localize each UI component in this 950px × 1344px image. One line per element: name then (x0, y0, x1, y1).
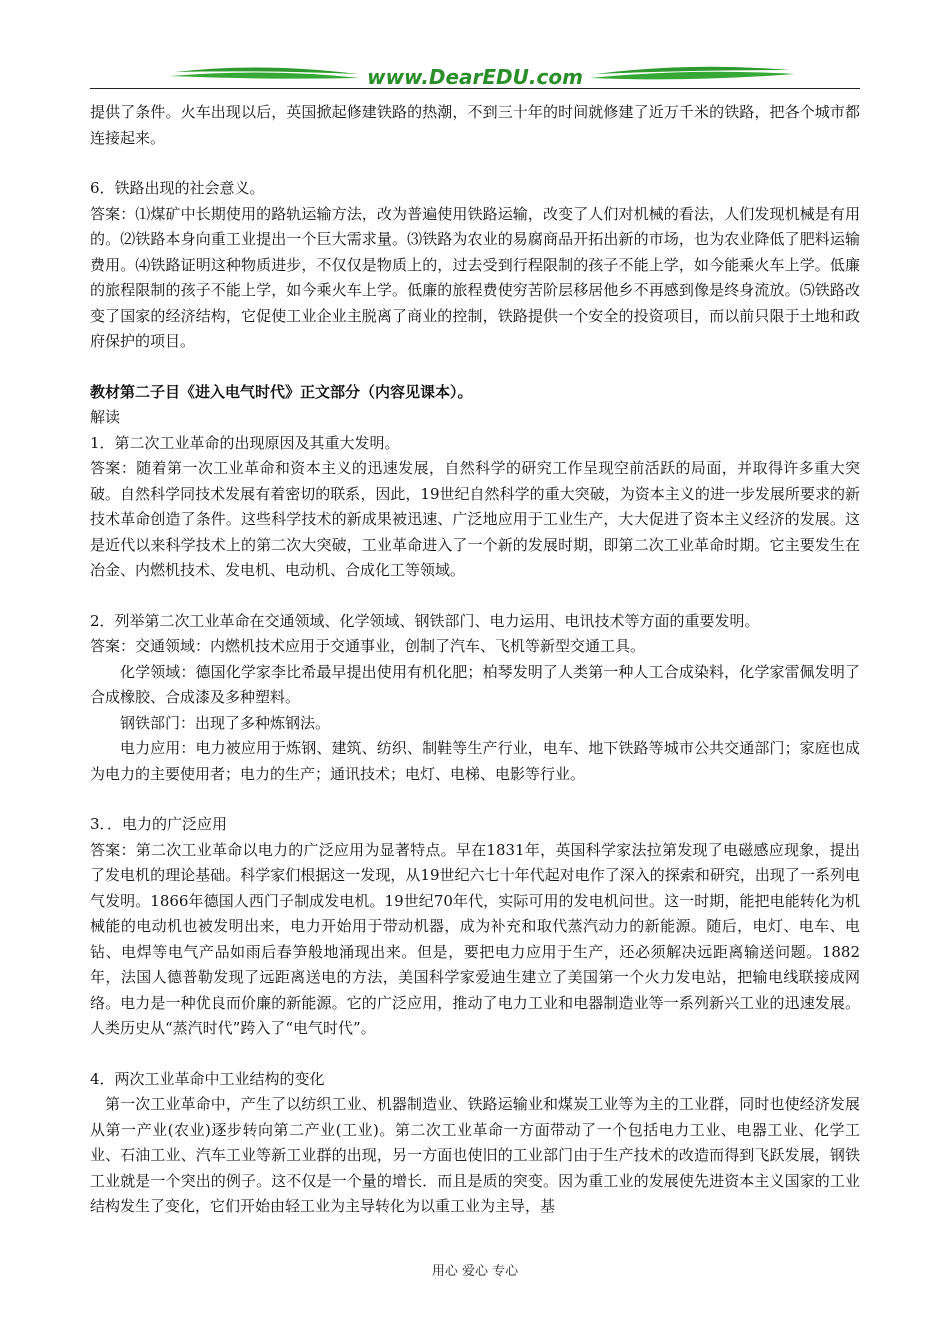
answer-paragraph: 化学领域：德国化学家李比希最早提出使用有机化肥；柏琴发明了人类第一种人工合成染料，化学家雷佩发明了合成橡胶、合成漆及多种塑料。 (90, 662, 860, 706)
header-rule (90, 88, 860, 89)
spacer (90, 1042, 860, 1067)
swoosh-logo-icon (90, 58, 860, 90)
section-heading: 教材第二子目《进入电气时代》正文部分（内容见课本）。 (90, 382, 473, 401)
question-heading: 3．．电力的广泛应用 (90, 815, 228, 833)
answer-paragraph: 电力应用：电力被应用于炼钢、建筑、纺织、制鞋等生产行业，电车、地下铁路等城市公共交通部门；家庭也成为电力的主要使用者；电力的生产；通讯技术；电灯、电梯、电影等行业。 (90, 739, 860, 783)
answer-paragraph: 答案：⑴煤矿中长期使用的路轨运输方法，改为普遍使用铁路运输，改变了人们对机械的看法，人们发现机械是有用的。⑵铁路本身向重工业提出一个巨大需求量。⑶铁路为农业的易腐商品开拓出新的市场，也为农业降低了肥料运输费用。⑷铁路证明这种物质进步，不仅仅是物质上的，过去受到行程限制的孩子不能上学，如今能乘火车上学。低廉的旅程限制的孩子不能上学，如今乘火车上学。低廉的旅程费使穷苦阶层移居他乡不再感到像是终身流放。⑸铁路改变了国家的经济结构，它促使工业企业主脱离了商业的控制，铁路提供一个安全的投资项目，而以前只限于土地和政府保护的项目。 (90, 204, 860, 350)
question-heading: 1．第二次工业革命的出现原因及其重大发明。 (90, 433, 400, 452)
answer-paragraph: 第一次工业革命中，产生了以纺织工业、机器制造业、铁路运输业和煤炭工业等为主的工业群，同时也使经济发展从第一产业(农业)逐步转向第二产业(工业)。第二次工业革命一方面带动了一个包括电力工业、电器工业、化学工业、石油工业、汽车工业等新工业群的出现，另一方面也使旧的工业部门由于生产技术的改造而得到飞跃发展，钢铁工业就是一个突出的例子。这不仅是一个量的增长．而且是质的突变。因为重工业的发展使先进资本主义国家的工业结构发生了变化，它们开始由轻工业为主导转化为以重工业为主导，基 (90, 1095, 860, 1215)
spacer (90, 355, 860, 380)
page-footer: 用心 爱心 专心 (431, 1264, 519, 1279)
document-body (90, 100, 860, 1220)
spacer (90, 787, 860, 812)
answer-paragraph: 答案：交通领域：内燃机技术应用于交通事业，创制了汽车、飞机等新型交通工具。 (90, 637, 646, 655)
label-text: 解读 (90, 408, 121, 426)
question-heading: 4．两次工业革命中工业结构的变化 (90, 1069, 325, 1088)
question-heading: 2．列举第二次工业革命在交通领域、化学领域、钢铁部门、电力运用、电讯技术等方面的重要发明。 (90, 611, 760, 630)
spacer (90, 584, 860, 609)
answer-paragraph: 答案：第二次工业革命以电力的广泛应用为显著特点。早在1831年，英国科学家法拉第发现了电磁感应现象，提出了发电机的理论基础。科学家们根据这一发现，从19世纪六七十年代起对电作了深入的探索和研究，出现了一系列电气发明。1866年德国人西门子制成发电机。19世纪70年代，实际可用的发电机问世。这一时期，能把电能转化为机械能的电动机也被发明出来，电力开始用于带动机器，成为补充和取代蒸汽动力的新能源。随后，电灯、电车、电钻、电焊等电气产品如雨后春笋般地涌现出来。但是，要把电力应用于生产，还必须解决远距离输送问题。1882年，法国人德普勒发现了远距离送电的方法，美国科学家爱迪生建立了美国第一个火力发电站，把输电线联接成网络。电力是一种优良而价廉的新能源。它的广泛应用，推动了电力工业和电器制造业等一系列新兴工业的迅速发展。人类历史从“蒸汽时代”跨入了“电气时代”。 (90, 840, 860, 1037)
site-name: www.DearEDU.com (367, 65, 583, 89)
spacer (90, 151, 860, 176)
paragraph: 提供了条件。火车出现以后，英国掀起修建铁路的热潮，不到三十年的时间就修建了近万千米的铁路，把各个城市都连接起来。 (90, 103, 860, 147)
answer-paragraph: 答案：随着第一次工业革命和资本主义的迅速发展，自然科学的研究工作呈现空前活跃的局面，并取得许多重大突破。自然科学同技术发展有着密切的联系，因此，19世纪自然科学的重大突破，为资本主义的进一步发展所要求的新技术革命创造了条件。这些科学技术的新成果被迅速、广泛地应用于工业生产，大大促进了资本主义经济的发展。这是近代以来科学技术上的第二次大突破，工业革命进入了一个新的发展时期，即第二次工业革命时期。它主要发生在冶金、内燃机技术、发电机、电动机、合成化工等领域。 (90, 459, 860, 579)
question-heading: 6．铁路出现的社会意义。 (90, 179, 265, 197)
site-header-logo (90, 58, 860, 90)
answer-paragraph: 钢铁部门：出现了多种炼钢法。 (120, 713, 331, 732)
